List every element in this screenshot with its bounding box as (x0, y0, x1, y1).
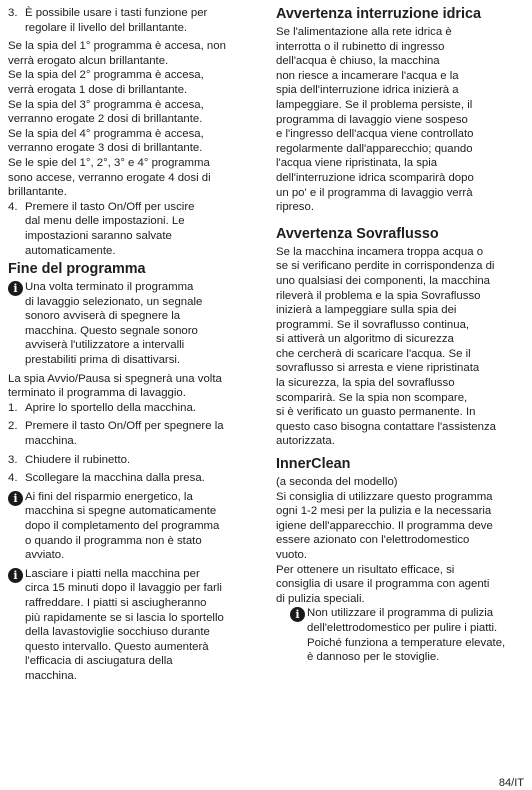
info-icon: i (8, 568, 23, 583)
pause-light-paragraph: La spia Avvio/Pausa si spegnerà una volta terminato il programma di lavaggio. (8, 372, 222, 400)
section-heading-innerclean: InnerClean (276, 456, 351, 473)
innerclean-warning-note: i Non utilizzare il programma di pulizia dell'elettrodomestico per pulire i piatti. Poiché funziona a temperature elevate, è dannoso per le stoviglie. (290, 606, 528, 664)
cleaning-agents-paragraph: Per ottenere un risultato efficace, si consiglia di usare il programma con agenti di pulizia speciali. (276, 563, 490, 605)
section-heading-end-of-program: Fine del programma (8, 261, 146, 278)
shutdown-step-2: 2. Premere il tasto On/Off per spegnere la macchina. (8, 420, 224, 448)
left-column (8, 6, 260, 684)
info-icon: i (8, 491, 23, 506)
overflow-paragraph: Se la macchina incamera troppa acqua o se si verificano perdite in corrispondenza di uno qualsiasi dei componenti, la macchina rileverà il problema e la spia Sovraflusso inizierà a lampeggiare sulla spia dei programmi. Se il sovraflusso continua, si attiverà un algoritmo di sicurezza che cercherà di scaricare l'acqua. Se il sovraflusso si arresta e viene ripristinata la sicurezza, la spia del sovraflusso scomparirà. Se la spia non scompare, si è verificato un guasto permanente. In questo caso bisogna contattare l'assistenza autorizzata. (276, 245, 496, 448)
energy-saving-note: i Ai fini del risparmio energetico, la macchina si spegne automaticamente dopo il completamento del programma o quando il programma non è stato avviato. (8, 490, 260, 563)
shutdown-step-4: 4. Scollegare la macchina dalla presa. (8, 472, 205, 485)
innerclean-paragraph: Si consiglia di utilizzare questo programma ogni 1-2 mesi per la pulizia e la necessaria igiene dell'apparecchio. Il programma deve essere azionato con l'elettrodomestico vuoto. (276, 490, 493, 561)
right-column (276, 6, 528, 665)
section-heading-overflow: Avvertenza Sovraflusso (276, 225, 439, 242)
info-icon: i (290, 607, 305, 622)
section-heading-water-interruption: Avvertenza interruzione idrica (276, 6, 481, 22)
shutdown-step-1: 1. Aprire lo sportello della macchina. (8, 401, 196, 414)
model-dependency-note: (a seconda del modello) (276, 476, 398, 489)
rinse-aid-lights-paragraph: Se la spia del 1° programma è accesa, non verrà erogato alcun brillantante. Se la spia del 2° programma è accesa, verrà erogata 1 dose di brillantante. Se la spia del 3° programma è accesa, verranno erogate 2 dosi di brillantante. Se la spia del 4° programma è accesa, verranno erogate 3 dosi di brillantante. Se le spie del 1°, 2°, 3° e 4° programma sono accese, verranno erogate 4 dosi di brillantante. (8, 40, 226, 199)
water-interruption-paragraph: Se l'alimentazione alla rete idrica è interrotta o il rubinetto di ingresso dell'acqua è chiuso, la macchina non riesce a incamerare l'acqua e la spia dell'interruzione idrica inizierà a lampeggiare. Se il problema persiste, il programma di lavaggio viene sospeso e l'ingresso dell'acqua viene controllato regolarmente dall'apparecchio; quando l'acqua viene ripristinata, la spia dell'interruzione idrica scomparirà dopo un po' e il programma di lavaggio verrà ripreso. (276, 26, 474, 214)
info-icon: i (8, 281, 23, 296)
end-program-note: i Una volta terminato il programma di lavaggio selezionato, un segnale sonoro avviserà di spegnere la macchina. Questo segnale sonoro avviserà l'utilizzatore a intervalli prestabiliti prima di disattivarsi. (8, 280, 260, 368)
settings-step-3: 3. È possibile usare i tasti funzione per regolare il livello del brillantante. (8, 7, 208, 34)
drying-tip-note: i Lasciare i piatti nella macchina per circa 15 minuti dopo il lavaggio per farli raffreddare. I piatti si asciugheranno più rapidamente se si lascia lo sportello della lavastoviglie socchiuso durante questo intervallo. Questo aumenterà l'efficacia di asciugatura della macchina. (8, 567, 260, 684)
page-number: 84/IT (498, 777, 524, 789)
shutdown-step-3: 3. Chiudere il rubinetto. (8, 453, 131, 466)
settings-step-4: 4. Premere il tasto On/Off per uscire dal menu delle impostazioni. Le impostazioni saranno salvate automaticamente. (8, 200, 195, 257)
